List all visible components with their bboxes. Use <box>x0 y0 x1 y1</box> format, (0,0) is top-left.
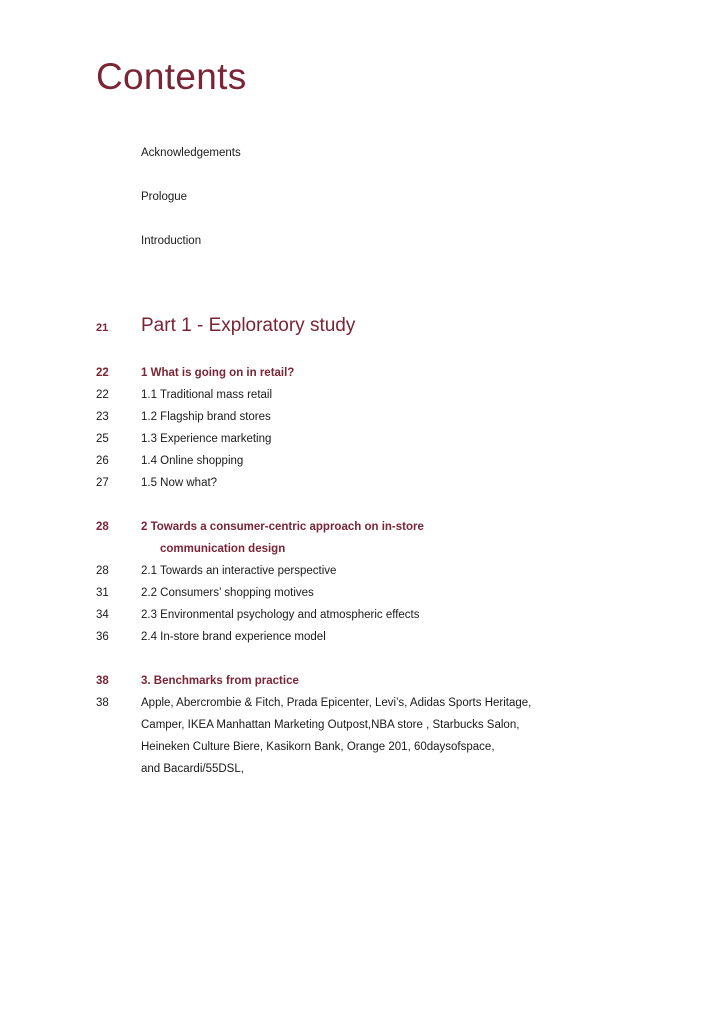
section-title: 1.1 Traditional mass retail <box>141 389 273 401</box>
toc-acknowledgements[interactable]: Acknowledgements <box>141 147 241 159</box>
chapter-page-number: 38 <box>96 675 109 687</box>
section-page-number: 26 <box>96 455 109 467</box>
part-title[interactable]: Part 1 - Exploratory study <box>141 315 356 336</box>
chapter-page-number: 22 <box>96 367 109 379</box>
section-page-number: 38 <box>96 697 109 709</box>
section-title: 1.5 Now what? <box>141 477 218 489</box>
toc-benchmark-list-continued <box>0 741 728 763</box>
toc-section[interactable] <box>0 609 728 631</box>
chapter-title: 2 Towards a consumer-centric approach on in-store <box>141 521 424 533</box>
toc-section[interactable] <box>0 565 728 587</box>
toc-chapter-2-continued[interactable] <box>0 543 728 565</box>
toc-prologue[interactable]: Prologue <box>141 191 188 203</box>
chapter-page-number: 28 <box>96 521 109 533</box>
toc-chapter-2[interactable] <box>0 521 728 543</box>
toc-section[interactable] <box>0 411 728 433</box>
page-title: Contents <box>96 56 247 97</box>
section-page-number: 34 <box>96 609 109 621</box>
section-page-number: 27 <box>96 477 109 489</box>
section-page-number: 31 <box>96 587 109 599</box>
benchmark-line: and Bacardi/55DSL, <box>141 763 244 775</box>
section-title: 1.3 Experience marketing <box>141 433 272 445</box>
section-page-number: 36 <box>96 631 109 643</box>
toc-benchmark-list[interactable] <box>0 697 728 719</box>
toc-benchmark-list-continued <box>0 719 728 741</box>
toc-benchmark-list-continued <box>0 763 728 785</box>
chapter-title-continued: communication design <box>160 543 286 555</box>
toc-section[interactable] <box>0 477 728 499</box>
benchmark-line: Heineken Culture Biere, Kasikorn Bank, Orange 201, 60daysofspace, <box>141 741 495 753</box>
benchmark-line: Apple, Abercrombie & Fitch, Prada Epicenter, Levi’s, Adidas Sports Heritage, <box>141 697 532 709</box>
toc-chapter-3[interactable] <box>0 675 728 697</box>
toc-section[interactable] <box>0 587 728 609</box>
section-page-number: 28 <box>96 565 109 577</box>
toc-section[interactable] <box>0 433 728 455</box>
section-page-number: 25 <box>96 433 109 445</box>
toc-chapter-1[interactable] <box>0 367 728 389</box>
part-page-number: 21 <box>96 322 109 334</box>
toc-introduction[interactable]: Introduction <box>141 235 202 247</box>
benchmark-line: Camper, IKEA Manhattan Marketing Outpost,NBA store , Starbucks Salon, <box>141 719 520 731</box>
section-title: 2.3 Environmental psychology and atmospheric effects <box>141 609 420 621</box>
section-page-number: 22 <box>96 389 109 401</box>
section-title: 2.4 In-store brand experience model <box>141 631 326 643</box>
section-title: 2.2 Consumers’ shopping motives <box>141 587 314 599</box>
section-title: 1.4 Online shopping <box>141 455 244 467</box>
section-title: 1.2 Flagship brand stores <box>141 411 271 423</box>
section-title: 2.1 Towards an interactive perspective <box>141 565 337 577</box>
section-page-number: 23 <box>96 411 109 423</box>
chapter-title: 3. Benchmarks from practice <box>141 675 299 687</box>
toc-section[interactable] <box>0 631 728 653</box>
chapter-title: 1 What is going on in retail? <box>141 367 295 379</box>
toc-section[interactable] <box>0 455 728 477</box>
toc-section[interactable] <box>0 389 728 411</box>
